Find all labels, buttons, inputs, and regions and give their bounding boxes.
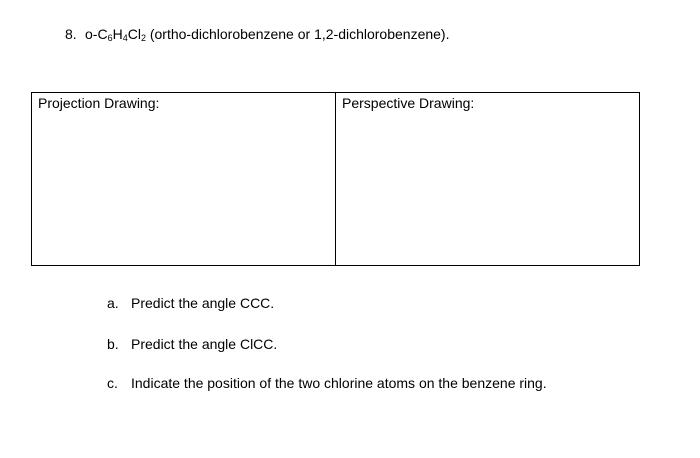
- drawing-table: [31, 92, 640, 266]
- projection-drawing-label: Projection Drawing:: [38, 95, 160, 111]
- question-number: 8.: [65, 26, 77, 42]
- subquestion-letter: b.: [107, 336, 119, 352]
- subquestion-a: [107, 294, 274, 312]
- formula-cl: Cl: [127, 26, 141, 42]
- formula-prefix: o-C: [85, 26, 108, 42]
- formula-subscript-4: 4: [122, 33, 128, 43]
- subquestion-text: Predict the angle CCC.: [131, 295, 275, 311]
- subquestion-text: Predict the angle ClCC.: [131, 336, 278, 352]
- question-description: (ortho-dichlorobenzene or 1,2-dichlorobenzene).: [145, 26, 450, 42]
- projection-drawing-cell[interactable]: [32, 93, 336, 265]
- formula-subscript-6: 6: [107, 33, 113, 43]
- subquestion-text: Indicate the position of the two chlorine atoms on the benzene ring.: [131, 375, 547, 391]
- subquestion-b: [107, 335, 277, 353]
- formula-subscript-2: 2: [140, 33, 146, 43]
- question-heading: [65, 25, 449, 43]
- perspective-drawing-label: Perspective Drawing:: [342, 95, 475, 111]
- subquestion-c: [107, 374, 547, 392]
- subquestion-letter: c.: [107, 375, 118, 391]
- subquestion-letter: a.: [107, 295, 119, 311]
- perspective-drawing-cell[interactable]: [336, 93, 639, 265]
- formula-h: H: [112, 26, 123, 42]
